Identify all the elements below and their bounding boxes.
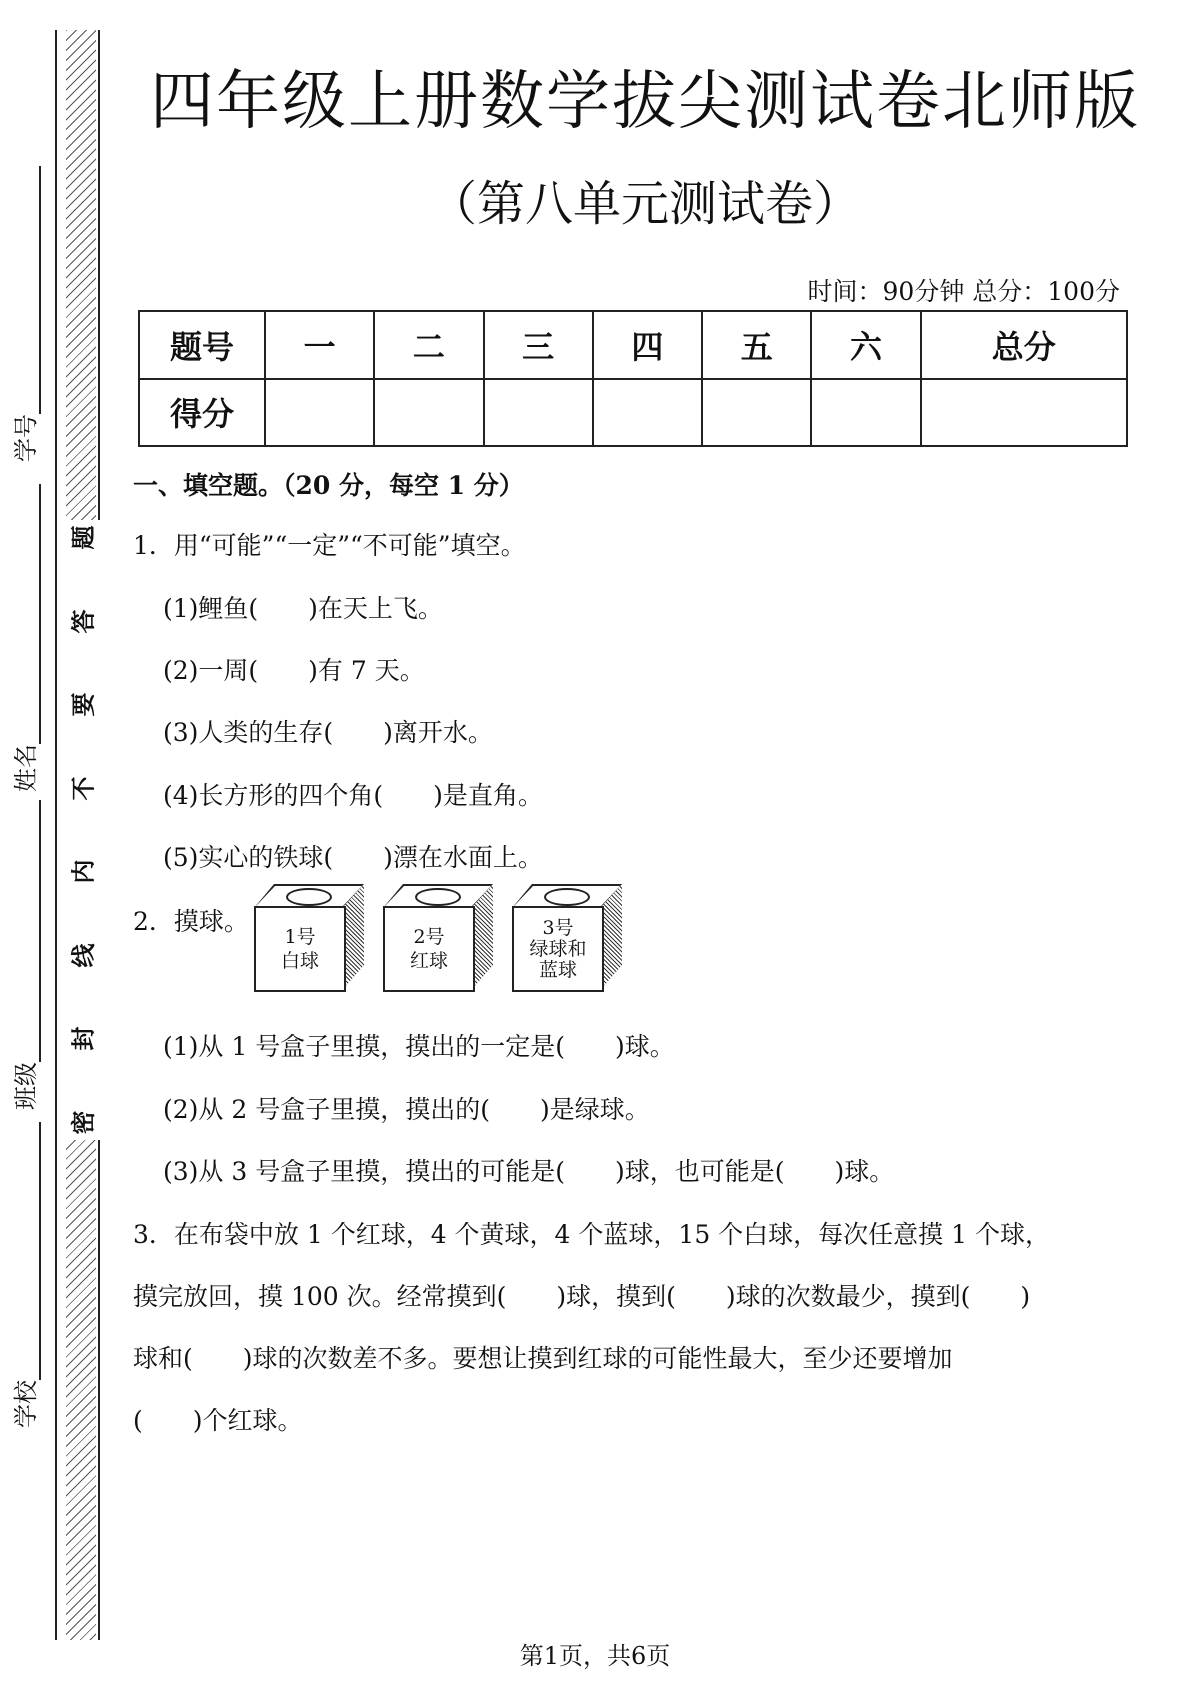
page-title: 四年级上册数学拔尖测试卷北师版 bbox=[150, 65, 1140, 139]
score-table-header-cell: 六 bbox=[811, 311, 920, 379]
student-number-label: 学号 bbox=[12, 414, 40, 462]
score-cell[interactable] bbox=[265, 379, 374, 447]
school-label: 学校 bbox=[12, 1380, 40, 1428]
score-table-header-cell: 四 bbox=[593, 311, 702, 379]
seal-char: 密 bbox=[68, 1110, 98, 1135]
class-field[interactable] bbox=[6, 800, 41, 1110]
page-footer: 第1页，共6页 bbox=[519, 1642, 671, 1670]
score-table-header-cell: 一 bbox=[265, 311, 374, 379]
question-1-item: (2)一周( )有 7 天。 bbox=[163, 656, 425, 685]
question-2-item: (3)从 3 号盒子里摸，摸出的可能是( )球，也可能是( )球。 bbox=[163, 1157, 895, 1186]
question-1-item: (5)实心的铁球( )漂在水面上。 bbox=[163, 843, 543, 872]
question-2-item: (1)从 1 号盒子里摸，摸出的一定是( )球。 bbox=[163, 1032, 675, 1061]
score-table-header-row bbox=[139, 311, 1127, 379]
class-label: 班级 bbox=[12, 1062, 40, 1110]
box-label: 3号 bbox=[542, 916, 574, 939]
score-table-header-cell: 总分 bbox=[921, 311, 1127, 379]
score-row-label: 得分 bbox=[139, 379, 265, 447]
question-1-item: (1)鲤鱼( )在天上飞。 bbox=[163, 594, 443, 623]
score-cell[interactable] bbox=[702, 379, 811, 447]
question-3-line: 3．在布袋中放 1 个红球，4 个黄球，4 个蓝球，15 个白球，每次任意摸 1 个球， bbox=[133, 1220, 1050, 1249]
question-3-line: 摸完放回，摸 100 次。经常摸到( )球，摸到( )球的次数最少，摸到( ) bbox=[133, 1282, 1031, 1311]
box-opening bbox=[286, 888, 332, 906]
box-opening bbox=[415, 888, 461, 906]
seal-char: 要 bbox=[68, 692, 98, 717]
binding-line-outer bbox=[55, 30, 57, 1640]
name-field[interactable] bbox=[6, 484, 41, 792]
box-label: 2号 bbox=[413, 926, 445, 948]
exam-meta: 时间：90分钟 总分：100分 bbox=[807, 277, 1120, 306]
seal-char: 题 bbox=[68, 525, 98, 550]
box-label: 红球 bbox=[409, 950, 448, 972]
score-cell[interactable] bbox=[374, 379, 483, 447]
name-line[interactable] bbox=[13, 484, 41, 744]
question-1-item: (3)人类的生存( )离开水。 bbox=[163, 718, 493, 747]
seal-line-notice bbox=[58, 520, 104, 1140]
score-table bbox=[138, 310, 1128, 447]
question-1-stem: 1．用“可能”“一定”“不可能”填空。 bbox=[133, 531, 526, 560]
question-2-stem: 2．摸球。 bbox=[133, 907, 249, 936]
question-2-item: (2)从 2 号盒子里摸，摸出的( )是绿球。 bbox=[163, 1095, 650, 1124]
section-heading: 一、填空题。（20 分，每空 1 分） bbox=[133, 471, 524, 500]
score-cell[interactable] bbox=[811, 379, 920, 447]
score-cell[interactable] bbox=[593, 379, 702, 447]
ball-box-1 bbox=[254, 884, 364, 989]
score-table-header-cell: 二 bbox=[374, 311, 483, 379]
ball-box-2 bbox=[383, 884, 493, 989]
score-table-header-cell: 三 bbox=[484, 311, 593, 379]
seal-char: 不 bbox=[68, 776, 98, 801]
question-1-item: (4)长方形的四个角( )是直角。 bbox=[163, 781, 543, 810]
seal-char: 封 bbox=[68, 1026, 98, 1051]
box-label: 1号 bbox=[284, 926, 316, 948]
box-label: 白球 bbox=[280, 950, 319, 972]
seal-char: 线 bbox=[68, 943, 98, 968]
score-cell[interactable] bbox=[921, 379, 1127, 447]
ball-box-3 bbox=[512, 884, 622, 989]
seal-char: 答 bbox=[68, 609, 98, 634]
score-table-header-cell: 五 bbox=[702, 311, 811, 379]
question-3-line: 球和( )球的次数差不多。要想让摸到红球的可能性最大，至少还要增加 bbox=[133, 1344, 953, 1373]
page-subtitle: （第八单元测试卷） bbox=[428, 176, 861, 232]
score-table-score-row bbox=[139, 379, 1127, 447]
name-label: 姓名 bbox=[12, 744, 40, 792]
box-label: 绿球和 bbox=[529, 937, 587, 960]
score-table-header-cell: 题号 bbox=[139, 311, 265, 379]
class-line[interactable] bbox=[13, 800, 41, 1062]
question-3-line: ( )个红球。 bbox=[133, 1406, 303, 1435]
school-line[interactable] bbox=[13, 1122, 41, 1380]
box-label: 蓝球 bbox=[538, 958, 577, 981]
score-cell[interactable] bbox=[484, 379, 593, 447]
school-field[interactable] bbox=[6, 1122, 41, 1428]
box-opening bbox=[544, 888, 590, 906]
seal-char: 内 bbox=[68, 859, 98, 884]
